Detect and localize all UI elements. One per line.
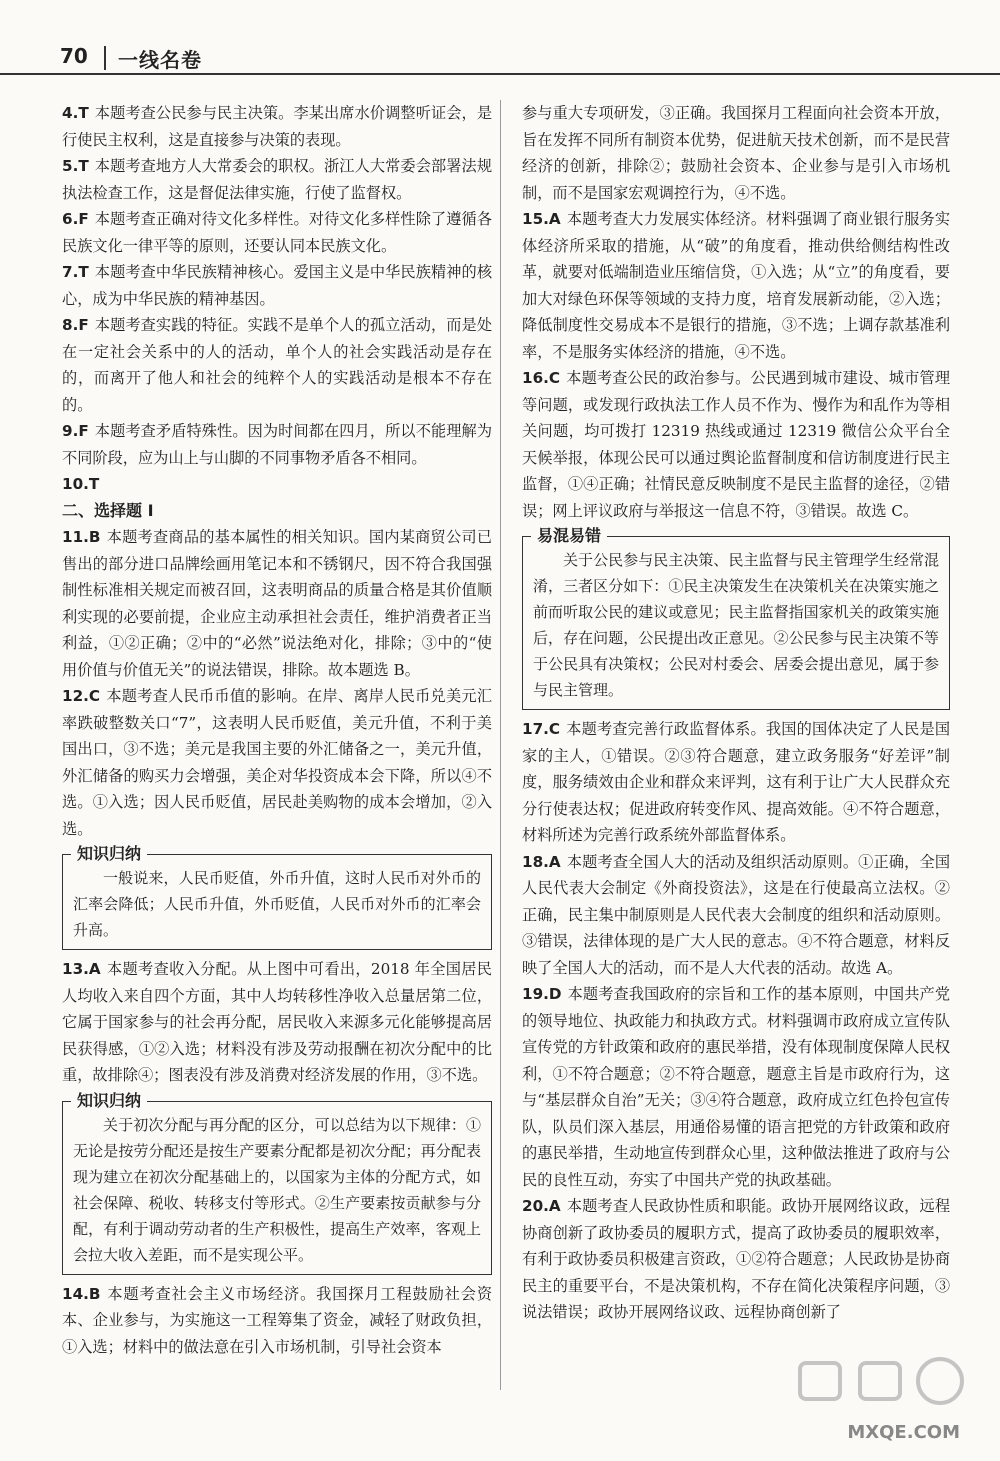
header-rule — [0, 73, 1000, 75]
column-divider — [500, 100, 501, 1390]
answer-item — [62, 153, 492, 206]
answer-item — [62, 956, 492, 1089]
answer-item — [62, 524, 492, 683]
answer-item — [62, 312, 492, 418]
box-text: 关于公民参与民主决策、民主监督与民主管理学生经常混淆，三者区分如下：①民主决策发生在决策机关在决策实施之前而听取公民的建议或意见；民主监督指国家机关的政策实施后，存在问题，公民提出改正意见。②公民参与民主决策不等于公民具有决策权；公民对村委会、居委会提出意见，属于参与民主管理。 — [533, 551, 939, 699]
section-title: 二、选择题 Ⅰ — [62, 500, 154, 520]
answer-text: 本题考查公民的政治参与。公民遇到城市建设、城市管理等问题，或发现行政执法工作人员不作为、慢作为和乱作为等相关问题，均可拨打 12319 热线或通过 12319 微信公众平台全天候举报，体现公民可以通过舆论监督制度和信访制度进行民主监督，①④正确；社情民意反映制度不是民主监督的途径，②错误；网上评议政府与举报这一信息不符，③错误。故选 C。 — [522, 369, 950, 520]
page-number: 70 — [60, 44, 88, 68]
answer-number: 4.T — [62, 104, 89, 122]
box-title: 易混易错 — [531, 523, 607, 546]
answer-item — [522, 716, 950, 849]
answer-number: 5.T — [62, 157, 89, 175]
answer-item — [522, 365, 950, 524]
answer-item — [62, 683, 492, 842]
answer-item — [522, 1193, 950, 1326]
answer-item — [62, 100, 492, 153]
answer-item — [62, 471, 492, 498]
answer-number: 17.C — [522, 720, 561, 738]
answer-number: 14.B — [62, 1284, 101, 1303]
answer-number: 20.A — [522, 1197, 561, 1215]
answer-text: 本题考查地方人大常委会的职权。浙江人大常委会部署法规执法检查工作，这是督促法律实施，行使了监督权。 — [62, 157, 492, 202]
answer-text: 本题考查我国政府的宗旨和工作的基本原则，中国共产党的领导地位、执政能力和执政方式。材料强调市政府成立宣传队宣传党的方针政策和政府的惠民举措，没有体现制度保障人民权利，①不符合题意；②不符合题意，题意主旨是市政府行为，这与“基层群众自治”无关；③④符合题意，政府成立红色拎包宣传队，队员们深入基层，用通俗易懂的语言把党的方针政策和政府的惠民举措，生动地宣传到群众心里，这种做法推进了政府与公民的良性互动，夯实了中国共产党的执政基础。 — [522, 985, 950, 1189]
answer-number: 10.T — [62, 475, 100, 493]
answer-text: 本题考查大力发展实体经济。材料强调了商业银行服务实体经济所采取的措施，从“破”的角度看，推动供给侧结构性改革，就要对低端制造业压缩信贷，①入选；从“立”的角度看，要加大对绿色环保等领域的支持力度，培育发展新动能，②入选；降低制度性交易成本不是银行的措施，③不选；上调存款基准利率，不是服务实体经济的措施，④不选。 — [522, 210, 950, 361]
answer-number: 16.C — [522, 369, 561, 387]
answer-item — [522, 206, 950, 365]
answer-text: 本题考查全国人大的活动及组织活动原则。①正确，全国人民代表大会制定《外商投资法》，这是在行使最高立法权。②正确，民主集中制原则是人民代表大会制度的组织和活动原则。③错误，法律体现的是广大人民的意志。④不符合题意，材料反映了全国人大的活动，而不是人大代表的活动。故选 A。 — [522, 852, 950, 977]
answer-text: 本题考查完善行政监督体系。我国的国体决定了人民是国家的主人，①错误。②③符合题意，建立政务服务“好差评”制度，服务绩效由企业和群众来评判，这有利于让广大人民群众充分行使表达权；促进政府转变作风、提高效能。④不符合题意，材料所述为完善行政系统外部监督体系。 — [522, 720, 950, 844]
answer-text: 本题考查矛盾特殊性。因为时间都在四月，所以不能理解为不同阶段，应为山上与山脚的不同事物矛盾各不相同。 — [62, 422, 492, 467]
answer-text: 本题考查中华民族精神核心。爱国主义是中华民族精神的核心，成为中华民族的精神基因。 — [62, 263, 492, 308]
answer-item — [62, 206, 492, 259]
knowledge-box — [62, 1090, 492, 1275]
answer-item — [62, 259, 492, 312]
answer-text: 本题考查人民政协性质和职能。政协开展网络议政，远程协商创新了政协委员的履职方式，提高了政协委员的履职效率，有利于政协委员积极建言资政，①②符合题意；人民政协是协商民主的重要平台，不是决策机构，不存在简化决策程序问题，③说法错误；政协开展网络议政、远程协商创新了 — [522, 1197, 950, 1321]
answer-text: 本题考查公民参与民主决策。李某出席水价调整听证会，是行使民主权利，这是直接参与决策的表现。 — [62, 104, 492, 149]
answer-number: 12.C — [62, 687, 101, 705]
answer-number: 13.A — [62, 960, 101, 978]
left-column — [62, 100, 492, 1360]
answer-item — [522, 849, 950, 982]
answer-number: 7.T — [62, 263, 89, 281]
right-column — [522, 100, 950, 1326]
answer-text: 本题考查正确对待文化多样性。对待文化多样性除了遵循各民族文化一律平等的原则，还要认同本民族文化。 — [62, 210, 492, 255]
box-text: 一般说来，人民币贬值，外币升值，这时人民币对外币的汇率会降低；人民币升值，外币贬值，人民币对外币的汇率会升高。 — [73, 869, 481, 939]
answer-item — [62, 1281, 492, 1361]
answer-item — [62, 418, 492, 471]
answer-item — [522, 981, 950, 1193]
answer-number: 8.F — [62, 316, 89, 334]
watermark-text: MXQE.COM — [847, 1422, 960, 1443]
answer-text: 本题考查人民币币值的影响。在岸、离岸人民币兑美元汇率跌破整数关口“7”，这表明人民币贬值，美元升值，不利于美国出口，③不选；美元是我国主要的外汇储备之一，美元升值，外汇储备的购买力会增强，美企对华投资成本会下降，所以④不选。①入选；因人民币贬值，居民赴美购物的成本会增加，②入选。 — [62, 687, 492, 838]
book-title: 一线名卷 — [118, 48, 202, 72]
continuation-text: 参与重大专项研发，③正确。我国探月工程面向社会资本开放，旨在发挥不同所有制资本优势，促进航天技术创新，而不是民营经济的创新，排除②；鼓励社会资本、企业参与是引入市场机制，而不是国家宏观调控行为，④不选。 — [522, 104, 950, 202]
answer-number: 19.D — [522, 985, 562, 1003]
box-text: 关于初次分配与再分配的区分，可以总结为以下规律：①无论是按劳分配还是按生产要素分配都是初次分配；再分配表现为建立在初次分配基础上的，以国家为主体的分配方式，如社会保障、税收、转移支付等形式。②生产要素按贡献参与分配，有利于调动劳动者的生产积极性，提高生产效率，客观上会拉大收入差距，而不是实现公平。 — [73, 1115, 481, 1264]
answer-number: 18.A — [522, 852, 561, 871]
answer-number: 9.F — [62, 422, 89, 440]
answer-text: 本题考查商品的基本属性的相关知识。国内某商贸公司已售出的部分进口品牌绘画用笔记本和不锈钢尺，因不符合我国强制性标准相关规定而被召回，这表明商品的质量合格是其价值顺利实现的必要前提，企业应主动承担社会责任，维护消费者正当利益，①②正确；②中的“必然”说法绝对化，排除；③中的“使用价值与价值无关”的说法错误，排除。故本题选 B。 — [62, 528, 492, 679]
page-header — [0, 40, 1000, 84]
answer-list-true-false — [62, 100, 492, 498]
answer-text: 本题考查收入分配。从上图中可看出，2018 年全国居民人均收入来自四个方面，其中人均转移性净收入总量居第二位，它属于国家参与的社会再分配，居民收入来源多元化能够提高居民获得感，①②入选；材料没有涉及劳动报酬在初次分配中的比重，故排除④；图表没有涉及消费对经济发展的作用，③不选。 — [62, 960, 492, 1084]
answer-text: 本题考查社会主义市场经济。我国探月工程鼓励社会资本、企业参与，为实施这一工程筹集了资金，减轻了财政负担，①入选；材料中的做法意在引入市场机制，引导社会资本 — [62, 1284, 492, 1356]
confusion-box — [522, 526, 950, 710]
box-title: 知识归纳 — [71, 841, 147, 864]
answer-number: 15.A — [522, 210, 561, 228]
answer-text: 本题考查实践的特征。实践不是单个人的孤立活动，而是处在一定社会关系中的人的活动，单个人的社会实践活动是存在的，而离开了他人和社会的纯粹个人的实践活动是根本不存在的。 — [62, 316, 492, 414]
answer-number: 6.F — [62, 210, 89, 228]
answer-number: 11.B — [62, 528, 101, 546]
box-title: 知识归纳 — [71, 1088, 147, 1111]
knowledge-box — [62, 844, 492, 950]
header-separator — [104, 46, 106, 70]
